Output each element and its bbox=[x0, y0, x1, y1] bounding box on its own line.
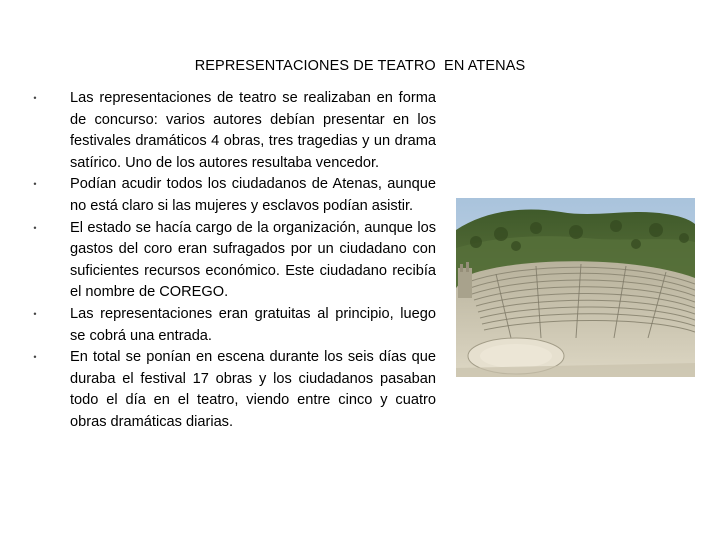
bullet-marker: • bbox=[33, 308, 37, 319]
list-item bbox=[30, 218, 436, 304]
list-item bbox=[30, 174, 436, 217]
bullet-text: En total se ponían en escena durante los seis días que duraba el festival 17 obras y los ciudadanos pasaban todo el día en el teatro, viendo entre cinco y cuatro obras dramáticas diarias. bbox=[70, 349, 436, 430]
bullet-text: El estado se hacía cargo de la organización, aunque los gastos del coro eran sufragados por un ciudadano con suficientes recursos económico. Este ciudadano recibía el nombre de COREGO. bbox=[70, 219, 436, 301]
list-item bbox=[30, 304, 436, 347]
bullet-marker: • bbox=[33, 93, 37, 103]
bullet-text: Las representaciones de teatro se realizaban en forma de concurso: varios autores debían presentar en los festivales dramáticos 4 obras, tres tragedias y un drama satírico. Uno de los autores resultaba vencedor. bbox=[70, 90, 436, 171]
list-item bbox=[30, 347, 436, 433]
slide-title: REPRESENTACIONES DE TEATRO EN ATENAS bbox=[194, 58, 526, 74]
bullet-list bbox=[30, 88, 436, 434]
bullet-marker: • bbox=[33, 352, 37, 363]
bullet-text: Las representaciones eran gratuitas al principio, luego se cobrá una entrada. bbox=[70, 305, 436, 344]
ancient-theatre-photo-icon bbox=[456, 198, 695, 377]
bullet-marker: • bbox=[33, 222, 37, 233]
bullet-marker: • bbox=[33, 179, 37, 190]
list-item bbox=[30, 88, 436, 174]
bullet-text: Podían acudir todos los ciudadanos de Atenas, aunque no está claro si las mujeres y esclavos podían asistir. bbox=[70, 176, 436, 214]
